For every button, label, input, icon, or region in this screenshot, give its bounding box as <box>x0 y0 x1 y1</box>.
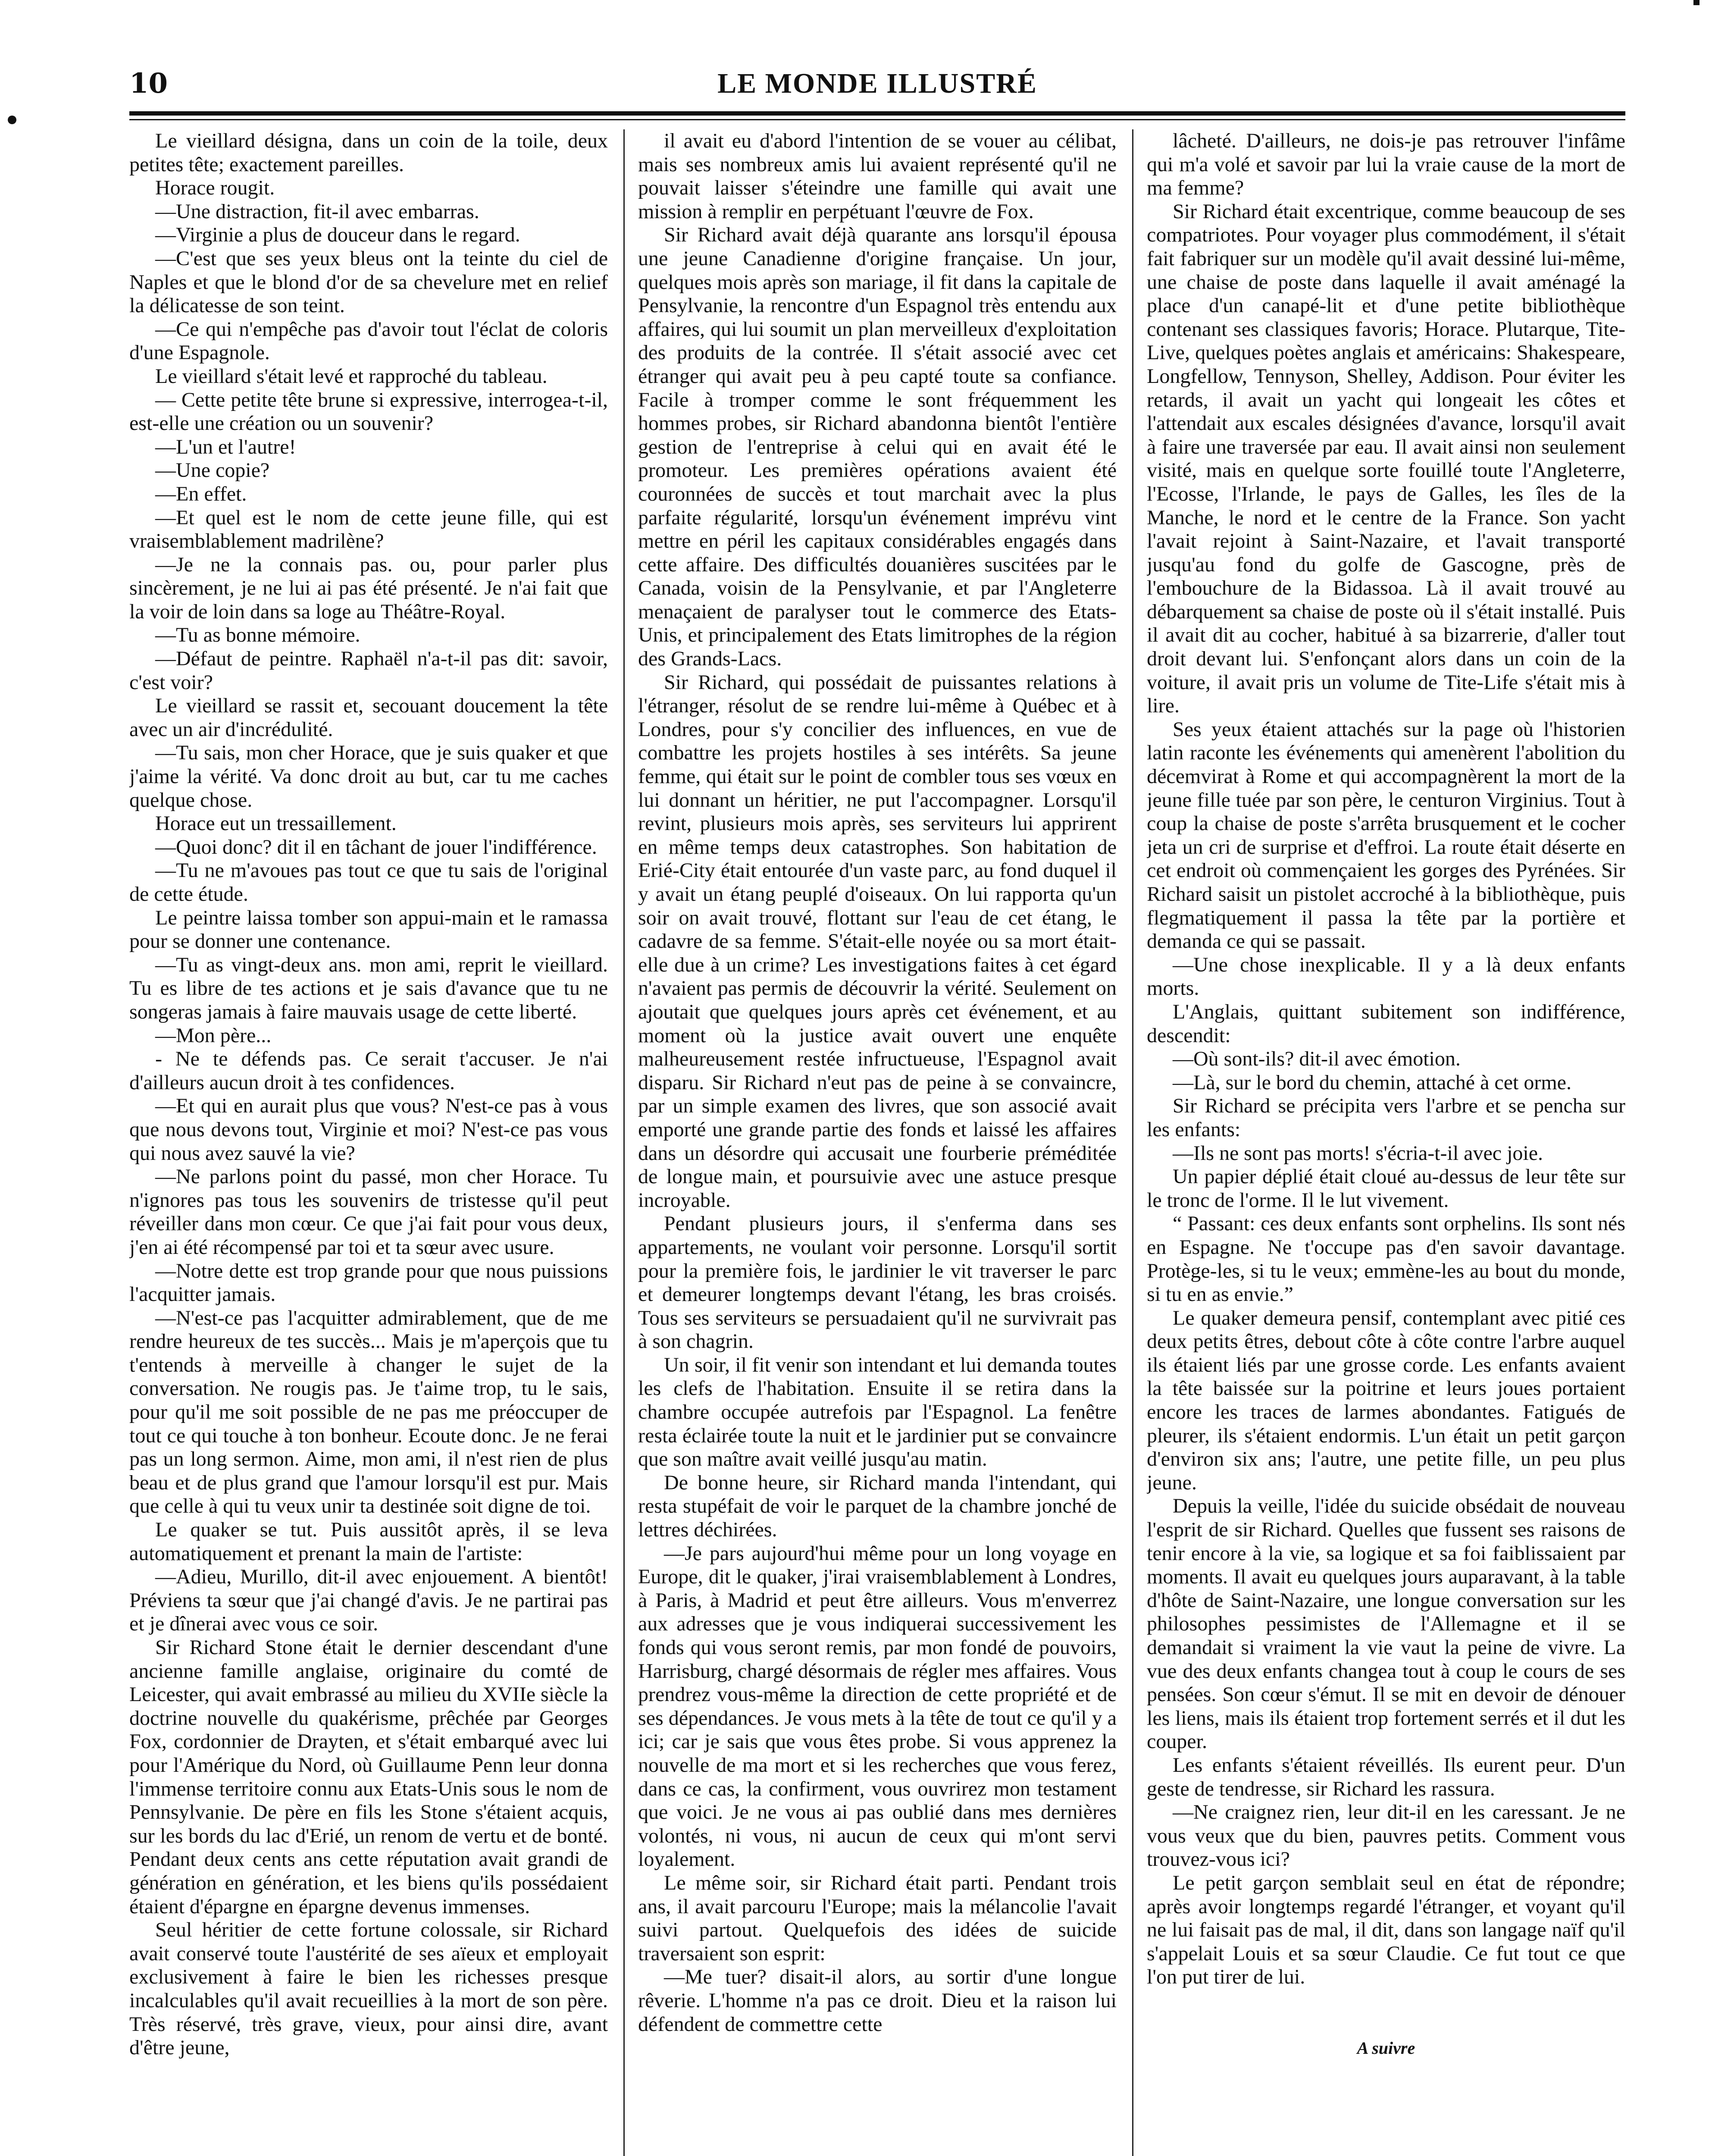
paragraph: —Et qui en aurait plus que vous? N'est-ce pas à vous que nous devons tout, Virginie et moi? N'est-ce pas vous qui nous avez sauvé la vie? <box>129 1094 608 1165</box>
paragraph: —L'un et l'autre! <box>155 435 296 458</box>
paragraph: Le petit garçon semblait seul en état de répondre; après avoir longtemps regardé l'étranger, et voyant qu'il ne lui faisait pas de mal, il dit, dans son langage naïf qu'il s'appelait Louis et sa sœur Claudie. Ce fut tout ce que l'on put tirer de lui. <box>1147 1871 1625 1989</box>
paragraph: —Je ne la connais pas. ou, pour parler plus sincèrement, je ne lui ai pas été présenté. Je n'ai fait que la voir de loin dans sa loge au Théâtre-Royal. <box>129 553 608 623</box>
paragraph: —Une distraction, fit-il avec embarras. <box>155 200 479 223</box>
paragraph: —Ils ne sont pas morts! s'écria-t-il avec joie. <box>1173 1141 1543 1165</box>
paragraph: Le vieillard désigna, dans un coin de la toile, deux petites tête; exactement pareilles. <box>129 129 608 176</box>
paragraph: “ Passant: ces deux enfants sont orphelins. Ils sont nés en Espagne. Ne t'occupe pas d'en savoir davantage. Protège-les, si tu le veux; emmène-les au bout du monde, si tu en as envie.” <box>1147 1212 1625 1306</box>
margin-ink-dot <box>8 116 16 124</box>
paragraph: Sir Richard Stone était le dernier descendant d'une ancienne famille anglaise, originaire du comté de Leicester, qui avait embrassé au milieu du XVIIe siècle la doctrine nouvelle du quakérisme, prêchée par Georges Fox, cordonnier de Drayten, et s'était embarqué avec lui pour l'Amérique du Nord, où Guillaume Penn leur donna l'immense territoire connu aux Etats-Unis sous le nom de Pennsylvanie. De père en fils les Stone s'étaient acquis, sur les bords du lac d'Erié, un renom de vertu et de bonté. Pendant deux cents ans cette réputation avait grandi de génération en génération, et les biens qu'ils possédaient étaient d'épargne en épargne devenus immenses. <box>129 1636 608 1918</box>
paragraph: —Là, sur le bord du chemin, attaché à cet orme. <box>1173 1071 1571 1094</box>
paragraph: —N'est-ce pas l'acquitter admirablement, que de me rendre heureux de tes succès... Mais je m'aperçois que tu t'entends à merveille à changer le sujet de la conversation. Ne rougis pas. Je t'aime trop, tu le sais, pour qu'il me soit possible de ne pas me préoccuper de tout ce qui touche à ton bonheur. Ecoute donc. Je ne ferai pas un long sermon. Aime, mon ami, il n'est rien de plus beau et de plus grand que l'amour lorsqu'il est pur. Mais que celle à qui tu veux unir ta destinée soit digne de toi. <box>129 1306 608 1518</box>
page-header <box>129 65 1625 112</box>
paragraph: Horace eut un tressaillement. <box>155 812 397 835</box>
paragraph: Seul héritier de cette fortune colossale, sir Richard avait conservé toute l'austérité de ses aïeux et employait exclusivement à faire le bien les richesses presque incalculables qu'il avait recueillies à la mort de son père. Très réservé, très grave, vieux, pour ainsi dire, avant d'être jeune, <box>129 1918 608 2059</box>
paragraph: Les enfants s'étaient réveillés. Ils eurent peur. D'un geste de tendresse, sir Richard les rassura. <box>1147 1753 1625 1800</box>
paragraph: Le même soir, sir Richard était parti. Pendant trois ans, il avait parcouru l'Europe; mais la mélancolie l'avait suivi partout. Quelquefois des idées de suicide traversaient son esprit: <box>638 1871 1117 1965</box>
column-divider-1 <box>623 129 625 2156</box>
paragraph: —Notre dette est trop grande pour que nous puissions l'acquitter jamais. <box>129 1259 608 1306</box>
paragraph: —Tu ne m'avoues pas tout ce que tu sais de l'original de cette étude. <box>129 859 608 906</box>
article-columns <box>129 129 1625 2156</box>
text-column-1 <box>129 129 608 2156</box>
masthead-title: LE MONDE ILLUSTRÉ <box>717 68 1037 99</box>
corner-ink-mark <box>1693 0 1699 5</box>
paragraph: —Tu as vingt-deux ans. mon ami, reprit le vieillard. Tu es libre de tes actions et je sais d'avance que tu ne songeras jamais à faire mauvais usage de cette liberté. <box>129 953 608 1023</box>
paragraph: Sir Richard, qui possédait de puissantes relations à l'étranger, résolut de se rendre lui-même à Québec et à Londres, pour s'y concilier des influences, en vue de combattre les projets hostiles à ses intérêts. Sa jeune femme, qui était sur le point de combler tous ses vœux en lui donnant un héritier, ne put l'accompagner. Lorsqu'il revint, plusieurs mois après, ses serviteurs lui apprirent en même temps deux catastrophes. Son habitation de Erié-City était entourée d'un vaste parc, au fond duquel il y avait un étang peuplé d'oiseaux. On lui rapporta qu'un soir on avait trouvé, flottant sur l'eau de cet étang, le cadavre de sa femme. S'était-elle noyée ou sa mort était-elle due à un crime? Les investigations faites à cet égard n'avaient pas permis de découvrir la vérité. Seulement on ajoutait que quelques jours après cet événement, et au moment où la justice avait ouvert une enquête malheureusement restée infructueuse, l'Espagnol avait disparu. Sir Richard n'eut pas de peine à se convaincre, par un simple examen des livres, que son associé avait emporté une grande partie des fonds et laissé les affaires dans un désordre qui accusait une fourberie préméditée de longue main, et poursuivie avec une astuce presque incroyable. <box>638 671 1117 1212</box>
paragraph: Le vieillard se rassit et, secouant doucement la tête avec un air d'incrédulité. <box>129 694 608 741</box>
paragraph: Le quaker se tut. Puis aussitôt après, il se leva automatiquement et prenant la main de l'artiste: <box>129 1518 608 1565</box>
paragraph: —Ne craignez rien, leur dit-il en les caressant. Je ne vous veux que du bien, pauvres petits. Comment vous trouvez-vous ici? <box>1147 1801 1625 1871</box>
paragraph: Le vieillard s'était levé et rapproché du tableau. <box>155 364 548 388</box>
paragraph: Depuis la veille, l'idée du suicide obsédait de nouveau l'esprit de sir Richard. Quelles que fussent ses raisons de tenir encore à la vie, sa logique et sa foi faiblissaient par moments. Il avait eu quelques jours auparavant, à la table d'hôte de Saint-Nazaire, une longue conversation sur les philosophes pessimistes de l'Allemagne et il se demandait si vraiment la vie vaut la peine de vivre. La vue des deux enfants changea tout à coup le cours de ses pensées. Son cœur s'émut. Il se mit en devoir de dénouer les liens, mais ils étaient trop fortement serrés et il dut les couper. <box>1147 1495 1625 1753</box>
paragraph: —C'est que ses yeux bleus ont la teinte du ciel de Naples et que le blond d'or de sa chevelure met en relief la délicatesse de son teint. <box>129 247 608 317</box>
paragraph: lâcheté. D'ailleurs, ne dois-je pas retrouver l'infâme qui m'a volé et savoir par lui la vraie cause de la mort de ma femme? <box>1147 129 1625 200</box>
paragraph: Pendant plusieurs jours, il s'enferma dans ses appartements, ne voulant voir personne. Lorsqu'il sortit pour la première fois, le jardinier le vit traverser le parc et demeurer longtemps devant l'étang, les bras croisés. Tous ses serviteurs se persuadaient qu'il ne survivrait pas à son chagrin. <box>638 1212 1117 1353</box>
paragraph: Horace rougit. <box>155 176 275 200</box>
paragraph: —Tu as bonne mémoire. <box>155 624 360 647</box>
paragraph: —Une copie? <box>155 459 270 482</box>
page-number: 10 <box>129 67 168 100</box>
text-column-3 <box>1147 129 1625 2156</box>
paragraph: —Une chose inexplicable. Il y a là deux enfants morts. <box>1147 953 1625 1000</box>
paragraph: —Mon père... <box>155 1024 272 1047</box>
paragraph: L'Anglais, quittant subitement son indifférence, descendit: <box>1147 1000 1625 1047</box>
paragraph: —Virginie a plus de douceur dans le regard. <box>155 223 520 247</box>
paragraph: - Ne te défends pas. Ce serait t'accuser. Je n'ai d'ailleurs aucun droit à tes confidences. <box>129 1047 608 1094</box>
header-rule-thin <box>129 119 1625 120</box>
paragraph: Sir Richard était excentrique, comme beaucoup de ses compatriotes. Pour voyager plus commodément, il s'était fait fabriquer sur un modèle qu'il avait dessiné lui-même, une chaise de poste dans laquelle il avait aménagé la place d'un canapé-lit et d'une petite bibliothèque contenant ses classiques favoris; Horace. Plutarque, Tite-Live, quelques poètes anglais et américains: Shakespeare, Longfellow, Tennyson, Shelley, Addison. Pour éviter les retards, il avait un yacht qui longeait les côtes et l'attendait aux escales désignées d'avance, lorsqu'il avait à faire une traversée par eau. Il avait ainsi non seulement visité, mais en quelque sorte fouillé toute l'Angleterre, l'Ecosse, l'Irlande, le pays de Galles, les îles de la Manche, le nord et le centre de la France. Son yacht l'avait rejoint à Saint-Nazaire, et l'avait transporté jusqu'au fond du golfe de Gascogne, près de l'embouchure de la Bidassoa. Là il avait trouvé au débarquement sa chaise de poste où il s'était installé. Puis il avait dit au cocher, habitué à sa bizarrerie, d'aller tout droit devant lui. S'enfonçant alors dans un coin de la voiture, il avait pris un volume de Tite-Life s'était mis à lire. <box>1147 200 1625 718</box>
paragraph: —Je pars aujourd'hui même pour un long voyage en Europe, dit le quaker, j'irai vraisemblablement à Londres, à Paris, à Madrid et peut être ailleurs. Vous m'enverrez aux adresses que je vous indiquerai successivement les fonds qui vous seront remis, par mon fondé de pouvoirs, Harrisburg, chargé désormais de régler mes affaires. Vous prendrez vous-même la direction de cette propriété et de ses dépendances. Je vous mets à la tête de tout ce qu'il y a ici; car je sais que vous êtes probe. Si vous apprenez la nouvelle de ma mort et si les recherches que vous ferez, dans ce cas, la confirment, vous ouvrirez mon testament que voici. Je ne vous ai pas oublié dans mes dernières volontés, ni vous, ni aucun de ceux qui m'ont servi loyalement. <box>638 1542 1117 1871</box>
paragraph: Le quaker demeura pensif, contemplant avec pitié ces deux petits êtres, debout côte à côte contre l'arbre auquel ils étaient liés par une grosse corde. Les enfants avaient la tête baissée sur la poitrine et leurs joues portaient encore les traces de larmes abondantes. Fatigués de pleurer, ils s'étaient endormis. L'un était un petit garçon d'environ six ans; l'autre, une petite fille, un peu plus jeune. <box>1147 1306 1625 1494</box>
paragraph: Sir Richard avait déjà quarante ans lorsqu'il épousa une jeune Canadienne d'origine française. Un jour, quelques mois après son mariage, il fit dans la capitale de Pensylvanie, la rencontre d'un Espagnol très entendu aux affaires, qui lui soumit un plan merveilleux d'exploitation des produits de la contrée. Il s'était associé avec cet étranger qui avait peu à peu capté toute sa confiance. Facile à tromper comme le sont fréquemment les hommes probes, sir Richard abandonna bientôt l'entière gestion de l'entreprise à celui qui en avait été le promoteur. Les premières opérations avaient été couronnées de succès et tout marchait avec la plus parfaite régularité, lorsqu'un événement imprévu vint mettre en péril les capitaux considérables engagés dans cette affaire. Des difficultés douanières suscitées par le Canada, voisin de la Pensylvanie, et par l'Angleterre menaçaient de paralyser tout le commerce des Etats-Unis, et principalement des Etats limitrophes de la région des Grands-Lacs. <box>638 223 1117 671</box>
paragraph: De bonne heure, sir Richard manda l'intendant, qui resta stupéfait de voir le parquet de la chambre jonché de lettres déchirées. <box>638 1471 1117 1542</box>
column-divider-2 <box>1132 129 1133 2156</box>
paragraph: —Me tuer? disait-il alors, au sortir d'une longue rêverie. L'homme n'a pas ce droit. Dieu et la raison lui défendent de commettre cette <box>638 1965 1117 2036</box>
text-column-2 <box>638 129 1117 2156</box>
paragraph: — Cette petite tête brune si expressive, interrogea-t-il, est-elle une création ou un souvenir? <box>129 388 608 435</box>
paragraph: Le peintre laissa tomber son appui-main et le ramassa pour se donner une contenance. <box>129 906 608 953</box>
paragraph: —Où sont-ils? dit-il avec émotion. <box>1173 1047 1461 1071</box>
paragraph: —Ne parlons point du passé, mon cher Horace. Tu n'ignores pas tous les souvenirs de tristesse qu'il peut réveiller dans mon cœur. Ce que j'ai fait pour vous deux, j'en ai été récompensé par toi et ta sœur avec usure. <box>129 1165 608 1259</box>
paragraph: Un papier déplié était cloué au-dessus de leur tête sur le tronc de l'orme. Il le lut vivement. <box>1147 1165 1625 1212</box>
header-rule-thick <box>129 111 1625 116</box>
paragraph: —En effet. <box>155 482 247 505</box>
paragraph: —Ce qui n'empêche pas d'avoir tout l'éclat de coloris d'une Espagnole. <box>129 317 608 364</box>
paragraph: —Défaut de peintre. Raphaël n'a-t-il pas dit: savoir, c'est voir? <box>129 647 608 694</box>
paragraph: —Quoi donc? dit il en tâchant de jouer l'indifférence. <box>155 835 597 859</box>
paragraph: il avait eu d'abord l'intention de se vouer au célibat, mais ses nombreux amis lui avaient représenté qu'il ne pouvait laisser s'éteindre une famille qui avait une mission à remplir en perpétuant l'œuvre de Fox. <box>638 129 1117 223</box>
paragraph: Sir Richard se précipita vers l'arbre et se pencha sur les enfants: <box>1147 1094 1625 1141</box>
paragraph: —Tu sais, mon cher Horace, que je suis quaker et que j'aime la vérité. Va donc droit au but, car tu me caches quelque chose. <box>129 741 608 812</box>
a-suivre-note: A suivre <box>1357 2038 1415 2058</box>
paragraph: —Adieu, Murillo, dit-il avec enjouement. A bientôt! Préviens ta sœur que j'ai changé d'avis. Je ne partirai pas et je dînerai avec vous ce soir. <box>129 1565 608 1636</box>
paragraph: Ses yeux étaient attachés sur la page où l'historien latin raconte les événements qui amenèrent l'abolition du décemvirat à Rome et qui accompagnèrent la mort de la jeune fille tuée par son père, le centuron Virginius. Tout à coup la chaise de poste s'arrêta brusquement et le cocher jeta un cri de surprise et d'effroi. La route était déserte en cet endroit où commençaient les gorges des Pyrénées. Sir Richard saisit un pistolet accroché à la bibliothèque, puis flegmatiquement il passa la tête par la portière et demanda ce qui se passait. <box>1147 718 1625 953</box>
paragraph: Un soir, il fit venir son intendant et lui demanda toutes les clefs de l'habitation. Ensuite il se retira dans la chambre occupée autrefois par l'Espagnol. La fenêtre resta éclairée toute la nuit et le jardinier put se convaincre que son maître avait veillé jusqu'au matin. <box>638 1353 1117 1471</box>
paragraph: —Et quel est le nom de cette jeune fille, qui est vraisemblablement madrilène? <box>129 506 608 553</box>
